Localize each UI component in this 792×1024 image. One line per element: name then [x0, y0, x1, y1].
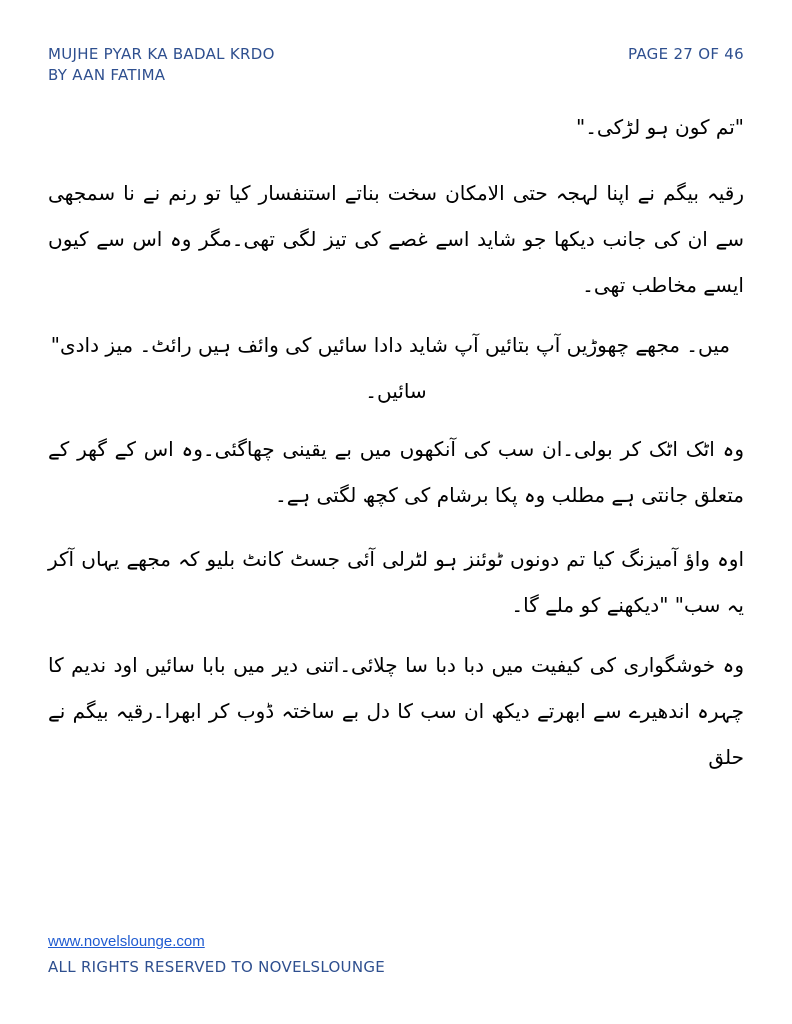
header-title-block	[48, 44, 275, 86]
paragraph-6: وہ خوشگواری کی کیفیت میں دبا دبا سا چلائی۔اتنی دیر میں بابا سائیں اود ندیم کا چہرہ اندھیرے سے ابھرتے دیکھ ان سب کا دل بے ساختہ ڈوب کر ابھرا۔رقیہ بیگم نے حلق	[48, 653, 744, 769]
author-name: BY AAN FATIMA	[48, 66, 166, 84]
paragraph-dialogue-3-end: سائیں۔	[365, 379, 427, 403]
paragraph-dialogue-3: میں۔ مجھے چھوڑیں آپ بتائیں آپ شاید دادا سائیں کی وائف ہیں رائٹ۔ میز دادی"	[50, 333, 730, 357]
paragraph-4: وہ اٹک اٹک کر بولی۔ان سب کی آنکھوں میں بے یقینی چھاگئی۔وہ اس کے گھر کے متعلق جانتی ہے مطلب وہ پکا برشام کی کچھ لگتی ہے۔	[48, 437, 744, 507]
paragraph-dialogue-1: "تم کون ہو لڑکی۔"	[576, 115, 744, 139]
rights-notice: ALL RIGHTS RESERVED TO NOVELSLOUNGE	[48, 958, 386, 976]
paragraph-2: رقیہ بیگم نے اپنا لہجہ حتی الامکان سخت بناتے استنفسار کیا تو رنم نے نا سمجھی سے ان کی جانب دیکھا جو شاید اسے غصے کی تیز لگی تھی۔مگر وہ اس سے کیوں ایسے مخاطب تھی۔	[48, 181, 744, 297]
paragraph-dialogue-5: اوہ واؤ آمیزنگ کیا تم دونوں ٹوئنز ہو لٹرلی آئی جسٹ کانٹ بلیو کہ مجھے یہاں آکر یہ سب" "دیکھنے کو ملے گا۔	[48, 547, 744, 617]
page-number: PAGE 27 OF 46	[628, 45, 744, 63]
page-body	[48, 100, 744, 780]
novel-title: MUJHE PYAR KA BADAL KRDO	[48, 45, 275, 63]
website-link[interactable]: www.novelslounge.com	[48, 933, 205, 950]
